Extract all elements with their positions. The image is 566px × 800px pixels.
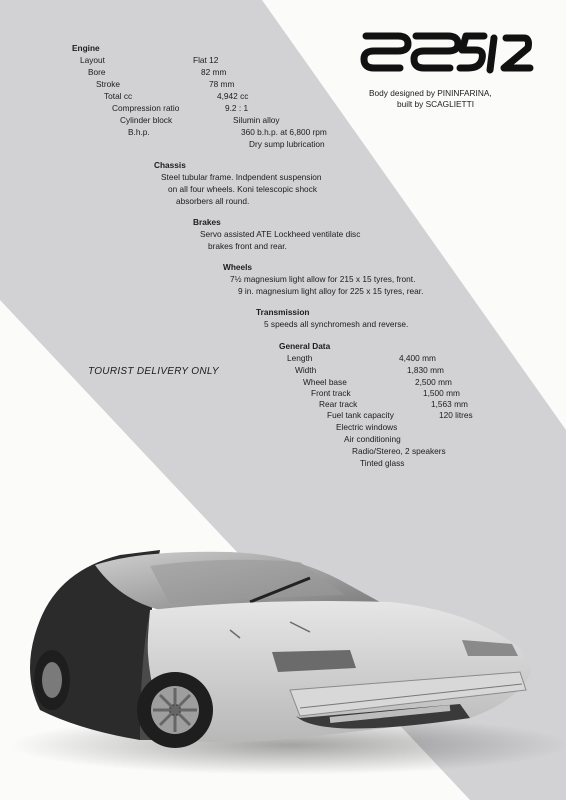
- general-label: Rear track: [319, 399, 358, 409]
- general-label: Fuel tank capacity: [327, 410, 394, 420]
- general-value: 1,830 mm: [407, 365, 444, 375]
- general-label: Length: [287, 353, 313, 363]
- engine-label: Total cc: [104, 91, 133, 101]
- engine-label: B.h.p.: [128, 127, 150, 137]
- general-extra: Tinted glass: [360, 458, 405, 468]
- wheels-line: 7½ magnesium light allow for 215 x 15 tyres, front.: [230, 274, 416, 284]
- general-value: 2,500 mm: [415, 377, 452, 387]
- brakes-line: Servo assisted ATE Lockheed ventilate disc: [200, 229, 361, 239]
- general-value: 1,563 mm: [431, 399, 468, 409]
- engine-label: Stroke: [96, 79, 120, 89]
- engine-value: Silumin alloy: [233, 115, 280, 125]
- transmission-heading: Transmission: [256, 307, 310, 317]
- wheels-line: 9 in. magnesium light alloy for 225 x 15 tyres, rear.: [238, 286, 424, 296]
- engine-heading: Engine: [72, 43, 100, 53]
- tagline-line-1: Body designed by PININFARINA,: [369, 88, 492, 98]
- engine-extra: Dry sump lubrication: [249, 139, 325, 149]
- general-extra: Electric windows: [336, 422, 398, 432]
- engine-value: Flat 12: [193, 55, 219, 65]
- engine-label: Cylinder block: [120, 115, 173, 125]
- chassis-line: absorbers all round.: [176, 196, 250, 206]
- brakes-heading: Brakes: [193, 217, 221, 227]
- engine-label: Layout: [80, 55, 105, 65]
- general-extra: Radio/Stereo, 2 speakers: [352, 446, 446, 456]
- tagline-line-2: built by SCAGLIETTI: [397, 99, 475, 109]
- general-value: 120 litres: [439, 410, 473, 420]
- transmission-line: 5 speeds all synchromesh and reverse.: [264, 319, 409, 329]
- engine-label: Bore: [88, 67, 106, 77]
- car-photo: [0, 540, 566, 800]
- bb512-logo: [360, 28, 536, 76]
- general-value: 1,500 mm: [423, 388, 460, 398]
- engine-label: Compression ratio: [112, 103, 180, 113]
- general-label: Width: [295, 365, 317, 375]
- engine-value: 78 mm: [209, 79, 235, 89]
- general-value: 4,400 mm: [399, 353, 436, 363]
- general-label: Wheel base: [303, 377, 347, 387]
- brakes-line: brakes front and rear.: [208, 241, 287, 251]
- engine-value: 4,942 cc: [217, 91, 249, 101]
- engine-value: 9.2 : 1: [225, 103, 249, 113]
- general-extra: Air conditioning: [344, 434, 401, 444]
- engine-value: 82 mm: [201, 67, 227, 77]
- wheels-heading: Wheels: [223, 262, 253, 272]
- chassis-heading: Chassis: [154, 160, 186, 170]
- general-heading: General Data: [279, 341, 331, 351]
- tagline: [369, 88, 492, 110]
- general-label: Front track: [311, 388, 351, 398]
- tourist-delivery-notice: TOURIST DELIVERY ONLY: [88, 366, 219, 377]
- chassis-line: on all four wheels. Koni telescopic shock: [168, 184, 317, 194]
- engine-value: 360 b.h.p. at 6,800 rpm: [241, 127, 327, 137]
- chassis-line: Steel tubular frame. Indpendent suspension: [161, 172, 322, 182]
